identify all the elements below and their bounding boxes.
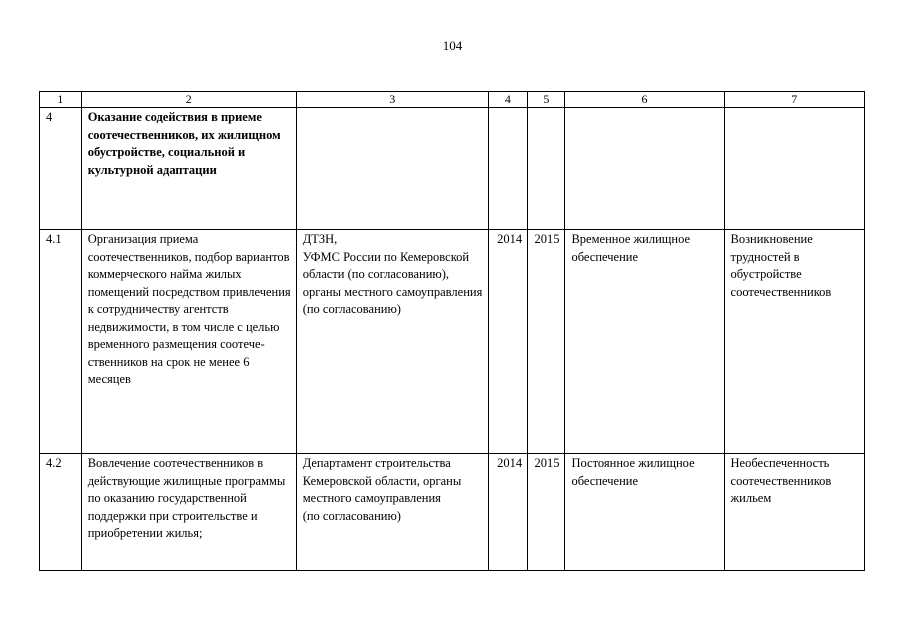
header-cell-1: 1	[40, 92, 82, 108]
activity-cell: Вовлечение соотечественников в действующие жилищные программы по оказанию государственной поддержки при строительстве и приобретении жилья;	[81, 454, 296, 571]
header-cell-4: 4	[488, 92, 527, 108]
activity-cell: Организация приема соотечественников, подбор вариантов коммерческого найма жилых помещений посредством привлечения к сотрудничеству агентств недвижимости, в том числе с целью временного размещения соотече-ственников на срок не менее 6 месяцев	[81, 230, 296, 454]
section-row	[40, 108, 865, 230]
year-end-cell: 2015	[528, 230, 565, 454]
risk-cell: Необеспеченность соотечественников жильем	[724, 454, 864, 571]
header-cell-7: 7	[724, 92, 864, 108]
year-start-cell: 2014	[488, 230, 527, 454]
row-number: 4.1	[40, 230, 82, 454]
risk-cell: Возникновение трудностей в обустройстве соотечественников	[724, 230, 864, 454]
result-cell: Временное жилищное обеспечение	[565, 230, 724, 454]
empty-cell	[488, 108, 527, 230]
year-start-cell: 2014	[488, 454, 527, 571]
empty-cell	[724, 108, 864, 230]
empty-cell	[296, 108, 488, 230]
section-number: 4	[40, 108, 82, 230]
row-number: 4.2	[40, 454, 82, 571]
empty-cell	[565, 108, 724, 230]
program-table	[39, 91, 865, 571]
header-cell-5: 5	[528, 92, 565, 108]
table-header-row	[40, 92, 865, 108]
header-cell-2: 2	[81, 92, 296, 108]
year-end-cell: 2015	[528, 454, 565, 571]
table-row	[40, 454, 865, 571]
header-cell-3: 3	[296, 92, 488, 108]
table-row	[40, 230, 865, 454]
empty-cell	[528, 108, 565, 230]
executor-cell: ДТЗН, УФМС России по Кемеровской области (по согласованию), органы местного самоуправления (по согласованию)	[296, 230, 488, 454]
result-cell: Постоянное жилищное обеспечение	[565, 454, 724, 571]
executor-cell: Департамент строительства Кемеровской области, органы местного самоуправления (по согласованию)	[296, 454, 488, 571]
header-cell-6: 6	[565, 92, 724, 108]
section-title: Оказание содействия в приеме соотечественников, их жилищном обустройстве, социальной и культурной адаптации	[81, 108, 296, 230]
page-number: 104	[442, 38, 463, 53]
